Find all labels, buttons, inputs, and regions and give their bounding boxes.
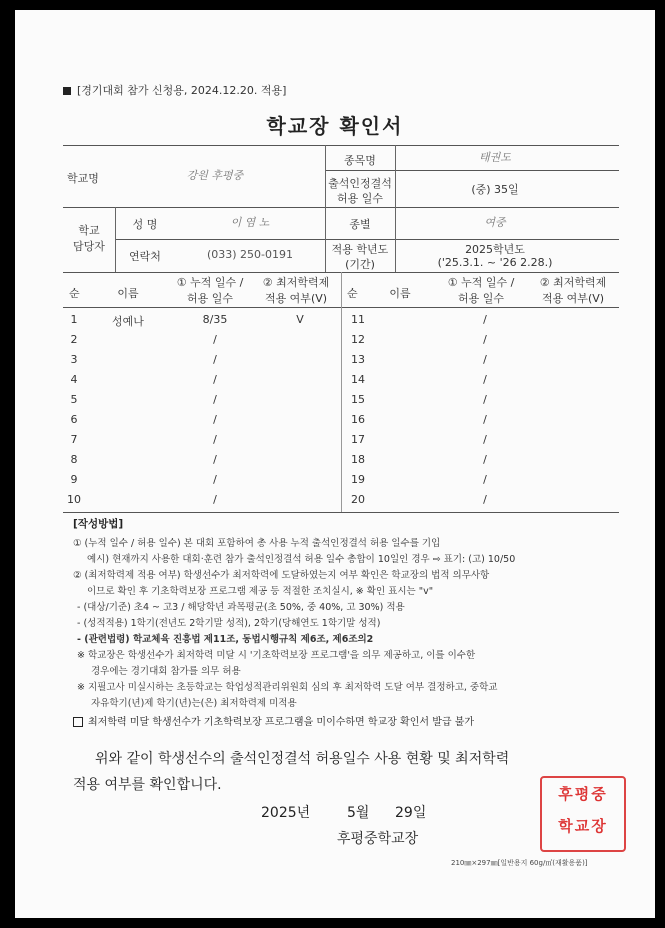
row-number: 18	[351, 453, 365, 466]
instruction-line: 경우에는 경기대회 참가를 의무 허용	[91, 666, 241, 677]
info-line	[325, 170, 619, 171]
row-number: 13	[351, 353, 365, 366]
days-value: /	[483, 433, 487, 446]
name-label: 성 명	[132, 218, 158, 231]
notice-line	[73, 713, 474, 728]
closing-line-2: 적용 여부를 확인합니다.	[73, 777, 222, 793]
row-number: 14	[351, 373, 365, 386]
instruction-line: ② (최저학력제 적용 여부) 학생선수가 최저학력에 도달하였는지 여부 확인은 학교장의 법적 의무사항	[73, 570, 490, 581]
row-number: 8	[70, 453, 78, 466]
row-number: 17	[351, 433, 365, 446]
year-value-1: 2025학년도	[465, 243, 525, 256]
instruction-line: ※ 학교장은 학생선수가 최저학력 미달 시 '기초학력보장 프로그램'을 의무 제공하고, 이를 이수한	[77, 650, 476, 661]
paper-spec-footer: 210㎜×297㎜[일반용지 60g/㎡(재활용품)]	[451, 859, 588, 867]
row-number: 10	[67, 493, 81, 506]
manager-label-1: 학교	[78, 224, 100, 237]
allowed-days-value: (중) 35일	[471, 183, 519, 196]
row-number: 11	[351, 313, 365, 326]
year-label-2: (기간)	[345, 258, 375, 271]
col-no-right: 순	[347, 287, 358, 300]
days-value: /	[483, 493, 487, 506]
instruction-line: 예시) 현재까지 사용한 대회·훈련 참가 출석인정결석 허용 일수 총합이 10일인 경우 ⇨ 표기: (고) 10/50	[87, 554, 516, 565]
header-note-text: [경기대회 참가 신청용, 2024.12.20. 적용]	[77, 84, 287, 97]
col-days-right-1: ① 누적 일수 /	[447, 276, 515, 289]
days-value: 8/35	[202, 313, 228, 326]
col-days-right-2: 허용 일수	[457, 292, 504, 305]
manager-label-2: 담당자	[73, 240, 105, 253]
allowed-days-label-1: 출석인정결석	[328, 177, 392, 190]
row-number: 6	[70, 413, 78, 426]
info-vline	[395, 145, 396, 272]
col-min-right-2: 적용 여부(V)	[541, 292, 605, 305]
name-value: 이 염 노	[230, 216, 270, 229]
col-days-left-1: ① 누적 일수 /	[176, 276, 244, 289]
instruction-line: ※ 지필고사 미실시하는 초등학교는 학업성적관리위원회 심의 후 최저학력 도달 여부 결정하고, 중학교	[77, 682, 498, 693]
days-value: /	[213, 413, 217, 426]
gender-label: 종별	[349, 218, 371, 231]
info-line	[63, 207, 619, 208]
row-number: 19	[351, 473, 365, 486]
min-academic-check: V	[296, 313, 304, 326]
table-bottom-border	[63, 512, 619, 513]
days-value: /	[213, 353, 217, 366]
days-value: /	[483, 413, 487, 426]
student-name: 성예나	[112, 315, 144, 328]
info-line	[115, 239, 619, 240]
days-value: /	[213, 433, 217, 446]
row-number: 20	[351, 493, 365, 506]
row-number: 5	[70, 393, 78, 406]
col-min-right-1: ② 최저학력제	[539, 276, 607, 289]
contact-value: (033) 250-0191	[206, 248, 294, 261]
page-title: 학교장 확인서	[266, 114, 404, 138]
row-number: 15	[351, 393, 365, 406]
col-no-left: 순	[69, 287, 80, 300]
event-label: 종목명	[344, 154, 376, 167]
days-value: /	[483, 313, 487, 326]
row-number: 12	[351, 333, 365, 346]
official-seal: 후평중 학교장	[540, 776, 626, 852]
date-day: 29일	[395, 805, 427, 821]
form-header-note	[63, 82, 286, 98]
days-value: /	[213, 493, 217, 506]
days-value: /	[483, 333, 487, 346]
days-value: /	[483, 353, 487, 366]
col-name-left: 이름	[117, 287, 139, 300]
days-value: /	[213, 453, 217, 466]
school-name-value: 강원 후평중	[186, 169, 244, 182]
days-value: /	[213, 333, 217, 346]
days-value: /	[213, 393, 217, 406]
row-number: 1	[70, 313, 78, 326]
col-min-left-2: 적용 여부(V)	[264, 292, 328, 305]
col-min-left-1: ② 최저학력제	[262, 276, 330, 289]
table-center-divider	[341, 272, 342, 512]
gender-value: 여중	[484, 216, 506, 229]
date-month: 5월	[347, 805, 370, 821]
row-number: 9	[70, 473, 78, 486]
signer-name: 후평중학교장	[337, 831, 419, 847]
instruction-line: - (대상/기준) 초4 ~ 고3 / 해당학년 과목평균(초 50%, 중 40%, 고 30%) 적용	[77, 602, 405, 613]
row-number: 16	[351, 413, 365, 426]
notice-text: 최저학력 미달 학생선수가 기초학력보장 프로그램을 미이수하면 학교장 확인서 발급 불가	[88, 717, 475, 728]
instructions-heading: [작성방법]	[73, 518, 124, 530]
instruction-line: 이므로 확인 후 기초학력보장 프로그램 제공 등 적절한 조치실시, ※ 확인 표시는 "v"	[87, 586, 434, 597]
days-value: /	[213, 473, 217, 486]
event-value: 태권도	[479, 151, 511, 164]
info-top-border	[63, 145, 619, 146]
row-number: 3	[70, 353, 78, 366]
row-number: 7	[70, 433, 78, 446]
year-label-1: 적용 학년도	[331, 243, 389, 256]
instruction-line: - (성적적용) 1학기(전년도 2학기말 성적), 2학기(당해연도 1학기말 성적)	[77, 618, 381, 629]
instruction-line: - (관련법령) 학교체육 진흥법 제11조, 동법시행규칙 제6조, 제6조의2	[77, 634, 374, 645]
instruction-line: ① (누적 일수 / 허용 일수) 본 대회 포함하여 총 사용 누적 출석인정결석 허용 일수를 기입	[73, 538, 441, 549]
row-number: 4	[70, 373, 78, 386]
closing-line-1: 위와 같이 학생선수의 출석인정결석 허용일수 사용 현황 및 최저학력	[95, 751, 510, 767]
school-name-label: 학교명	[67, 172, 99, 185]
days-value: /	[213, 373, 217, 386]
square-bullet-icon	[63, 87, 71, 95]
contact-label: 연락처	[129, 250, 161, 263]
date-year: 2025년	[261, 805, 311, 821]
days-value: /	[483, 373, 487, 386]
days-value: /	[483, 393, 487, 406]
col-name-right: 이름	[389, 287, 411, 300]
days-value: /	[483, 453, 487, 466]
row-number: 2	[70, 333, 78, 346]
document-page	[15, 10, 655, 918]
checkbox-icon	[73, 717, 83, 727]
col-days-left-2: 허용 일수	[186, 292, 233, 305]
instruction-line: 자유학기(년)제 학기(년)는(은) 최저학력제 미적용	[91, 698, 297, 709]
allowed-days-label-2: 허용 일수	[336, 192, 383, 205]
year-value-2: ('25.3.1. ~ '26 2.28.)	[437, 256, 553, 269]
days-value: /	[483, 473, 487, 486]
